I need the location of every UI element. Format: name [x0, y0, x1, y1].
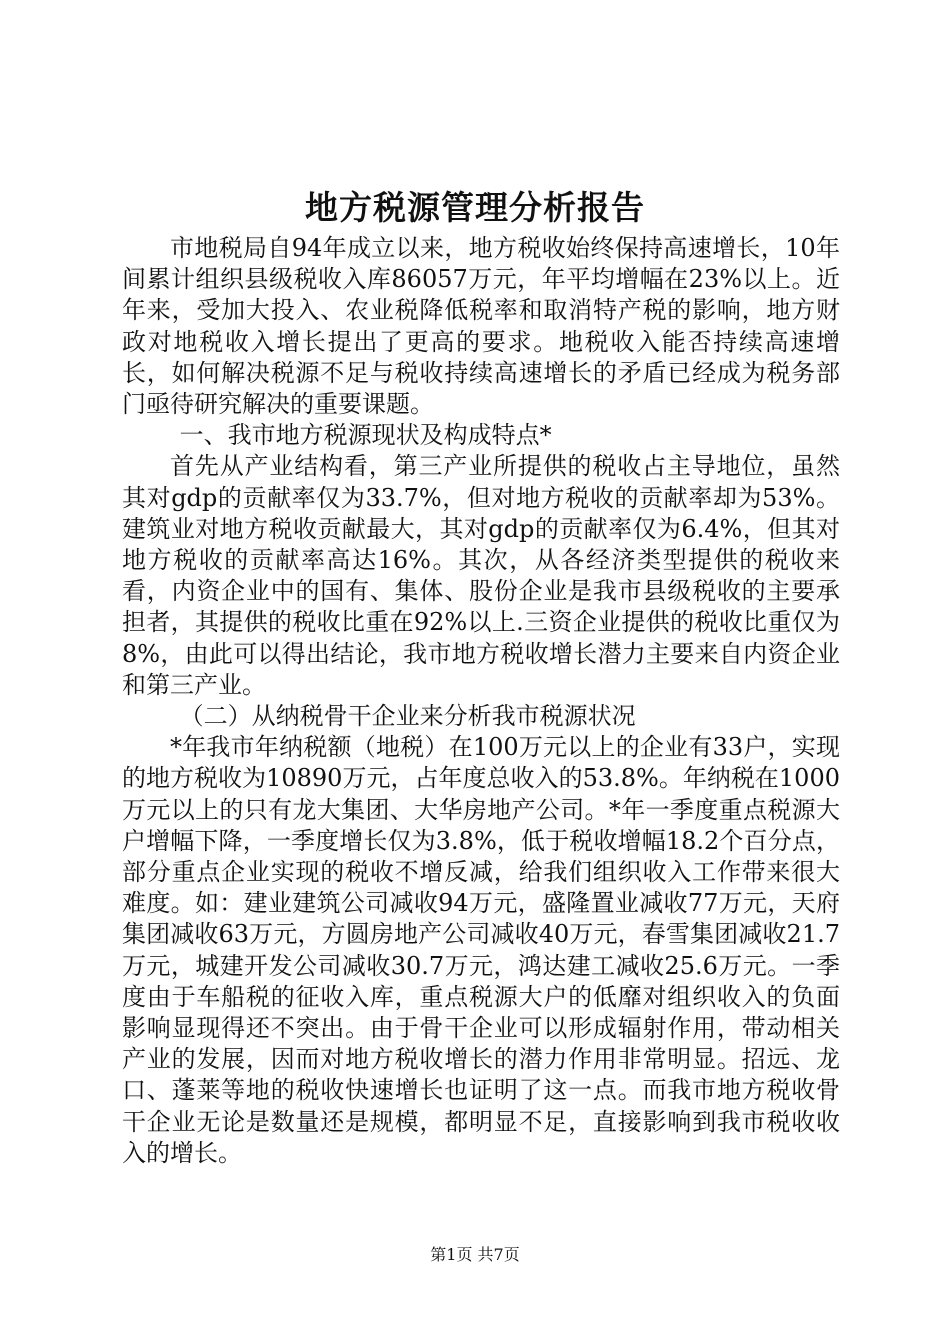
key-enterprises-paragraph: *年我市年纳税额（地税）在100万元以上的企业有33户，实现的地方税收为10890万元，占年度总收入的53.8%。年纳税在1000万元以上的只有龙大集团、大华房地产公司。*年一季度重点税源大户增幅下降，一季度增长仅为3.8%，低于税收增幅18.2个百分点，部分重点企业实现的税收不增反减，给我们组织收入工作带来很大难度。如：建业建筑公司减收94万元，盛隆置业减收77万元，天府集团减收63万元，方圆房地产公司减收40万元，春雪集团减收21.7万元，城建开发公司减收30.7万元，鸿达建工减收25.6万元。一季度由于车船税的征收入库，重点税源大户的低靡对组织收入的负面影响显现得还不突出。由于骨干企业可以形成辐射作用，带动相关产业的发展，因而对地方税收增长的潜力作用非常明显。招远、龙口、蓬莱等地的税收快速增长也证明了这一点。而我市地方税收骨干企业无论是数量还是规模，都明显不足，直接影响到我市税收收入的增长。	[122, 733, 840, 1167]
document-title: 地方税源管理分析报告	[305, 188, 645, 227]
page-number-footer: 第1页 共7页	[430, 1245, 520, 1264]
intro-paragraph: 市地税局自94年成立以来，地方税收始终保持高速增长，10年间累计组织县级税收入库86057万元，年平均增幅在23%以上。近年来，受加大投入、农业税降低税率和取消特产税的影响，地方财政对地税收入增长提出了更高的要求。地税收入能否持续高速增长，如何解决税源不足与税收持续高速增长的矛盾已经成为税务部门亟待研究解决的重要课题。	[122, 234, 840, 419]
document-body	[122, 233, 840, 1169]
section-heading-1: 一、我市地方税源现状及构成特点*	[179, 421, 552, 450]
section-heading-2: （二）从纳税骨干企业来分析我市税源状况	[179, 702, 636, 731]
industry-structure-paragraph: 首先从产业结构看，第三产业所提供的税收占主导地位，虽然其对gdp的贡献率仅为33.7%，但对地方税收的贡献率却为53%。建筑业对地方税收贡献最大，其对gdp的贡献率仅为6.4%，但其对地方税收的贡献率高达16%。其次，从各经济类型提供的税收来看，内资企业中的国有、集体、股份企业是我市县级税收的主要承担者，其提供的税收比重在92%以上.三资企业提供的税收比重仅为8%，由此可以得出结论，我市地方税收增长潜力主要来自内资企业和第三产业。	[122, 452, 840, 699]
